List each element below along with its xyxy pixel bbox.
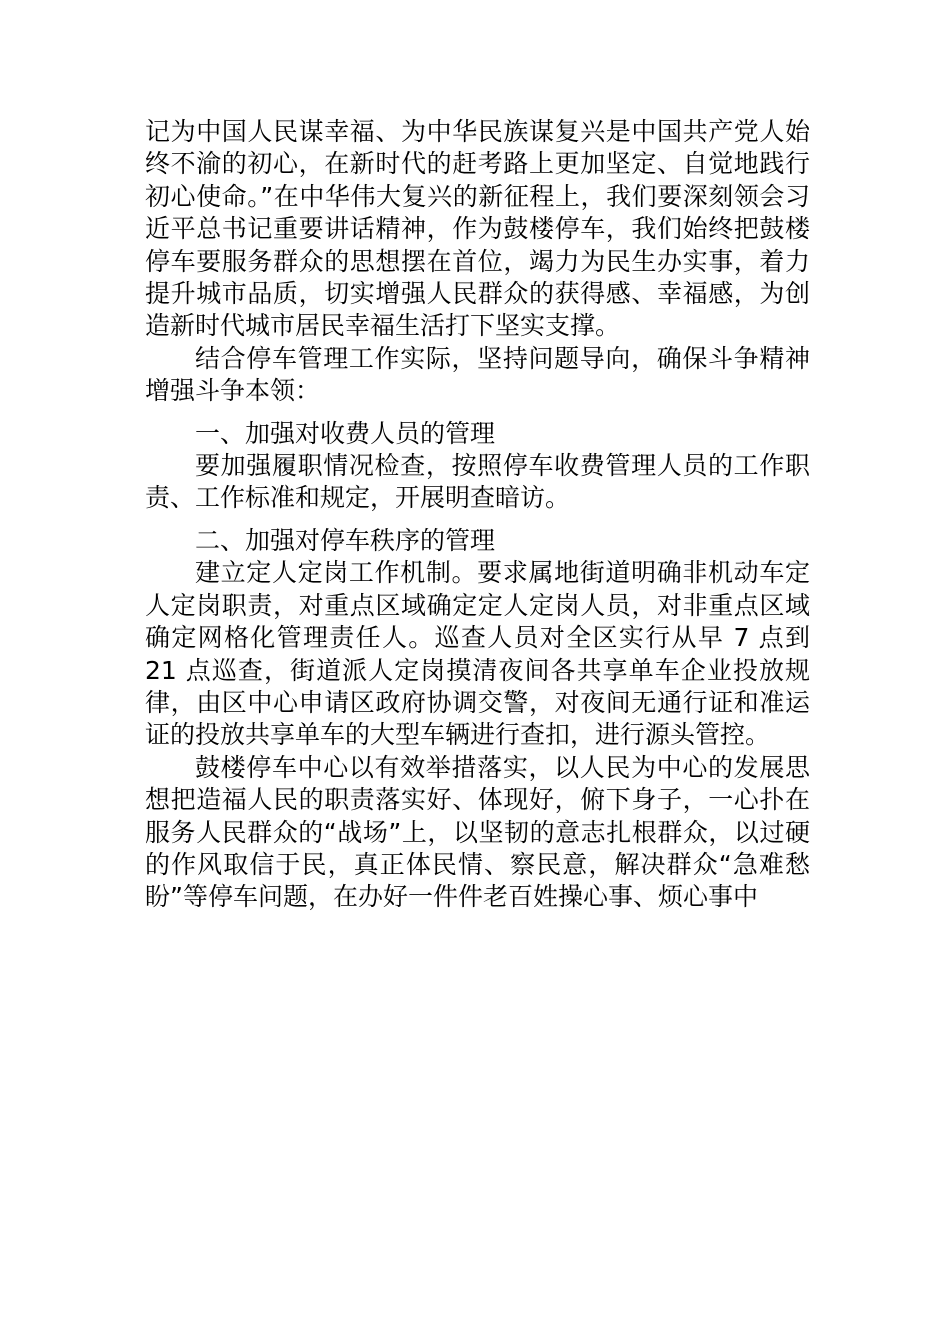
paragraph-conclusion: 鼓楼停车中心以有效举措落实，以人民为中心的发展思想把造福人民的职责落实好、体现好，俯下身子，一心扑在服务人民群众的“战场”上，以坚韧的意志扎根群众，以过硬的作风取信于民，真正体民情、察民意，解决群众“急难愁盼”等停车问题，在办好一件件老百姓操心事、烦心事中 <box>145 752 810 912</box>
paragraph-intro: 结合停车管理工作实际，坚持问题导向，确保斗争精神增强斗争本领： <box>145 343 810 406</box>
paragraph-continuation: 记为中国人民谋幸福、为中华民族谋复兴是中国共产党人始终不渝的初心，在新时代的赶考路上更加坚定、自觉地践行初心使命。”在中华伟大复兴的新征程上，我们要深刻领会习近平总书记重要讲话精神，作为鼓楼停车，我们始终把鼓楼停车要服务群众的思想摆在首位，竭力为民生办实事，着力提升城市品质，切实增强人民群众的获得感、幸福感，为创造新时代城市居民幸福生活打下坚实支撑。 <box>145 117 810 341</box>
paragraph-section-2: 建立定人定岗工作机制。要求属地街道明确非机动车定人定岗职责，对重点区域确定定人定岗人员，对非重点区域确定网格化管理责任人。巡查人员对全区实行从早 7 点到 21 点巡查，街道派人定岗摸清夜间各共享单车企业投放规律，由区中心申请区政府协调交警，对夜间无通行证和准运证的投放共享单车的大型车辆进行查扣，进行源头管控。 <box>145 558 810 750</box>
section-heading-2: 二、加强对停车秩序的管理 <box>195 525 496 555</box>
section-heading-1: 一、加强对收费人员的管理 <box>195 418 496 448</box>
paragraph-section-1: 要加强履职情况检查，按照停车收费管理人员的工作职责、工作标准和规定，开展明查暗访。 <box>145 451 810 513</box>
document-body <box>145 116 810 914</box>
